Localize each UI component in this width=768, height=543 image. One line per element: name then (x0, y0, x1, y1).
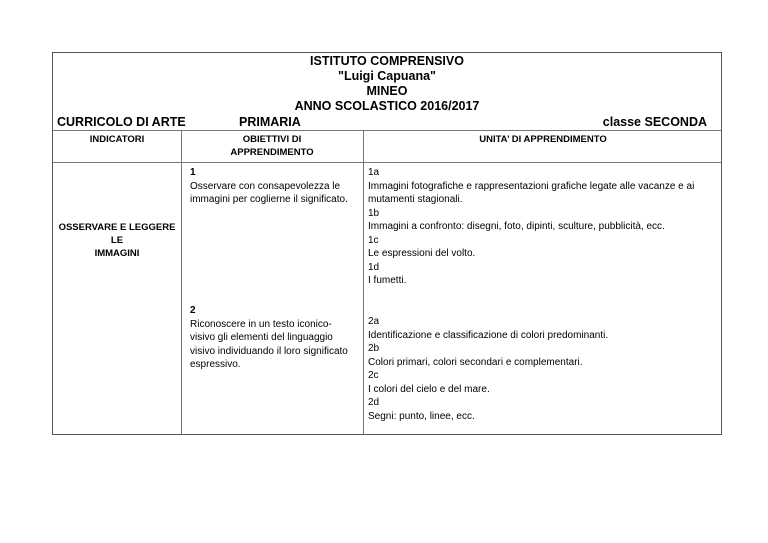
curriculum-document (52, 52, 722, 435)
school-level: PRIMARIA (239, 115, 301, 129)
column-divider-1 (181, 130, 182, 434)
school-title: ISTITUTO COMPRENSIVO (310, 54, 464, 68)
curriculum-title: CURRICOLO DI ARTE (57, 115, 186, 129)
class-label: classe SECONDA (602, 115, 707, 129)
column-header-divider (53, 162, 721, 163)
indicator-cell: OSSERVARE E LEGGERE LE IMMAGINI (58, 222, 176, 259)
school-name: "Luigi Capuana" (338, 69, 436, 83)
school-city: MINEO (366, 84, 408, 98)
column-header-indicatori: INDICATORI (89, 134, 145, 145)
header-divider (53, 130, 721, 131)
objective-1: 1 Osservare con consapevolezza le immagini per coglierne il significato. (190, 167, 348, 205)
objective-2: 2 Riconoscere in un testo iconico- visivo gli elementi del linguaggio visivo individuando il loro significato espressivo. (190, 305, 348, 370)
column-header-obiettivi: OBIETTIVI DI APPRENDIMENTO (230, 134, 314, 158)
units-group-2: 2a Identificazione e classificazione di colori predominanti. 2b Colori primari, colori secondari e complementari. 2c I colori del cielo e del mare. 2d Segni: punto, linee, ecc. (368, 316, 609, 422)
school-year: ANNO SCOLASTICO 2016/2017 (294, 99, 480, 113)
column-header-unita: UNITA’ DI APPRENDIMENTO (479, 134, 607, 145)
column-divider-2 (363, 130, 364, 434)
units-group-1: 1a Immagini fotografiche e rappresentazioni grafiche legate alle vacanze e ai mutamenti stagionali. 1b Immagini a confronto: disegni, foto, dipinti, sculture, pubblicità, ecc. 1c Le espressioni del volto. 1d I fumetti. (368, 167, 695, 286)
